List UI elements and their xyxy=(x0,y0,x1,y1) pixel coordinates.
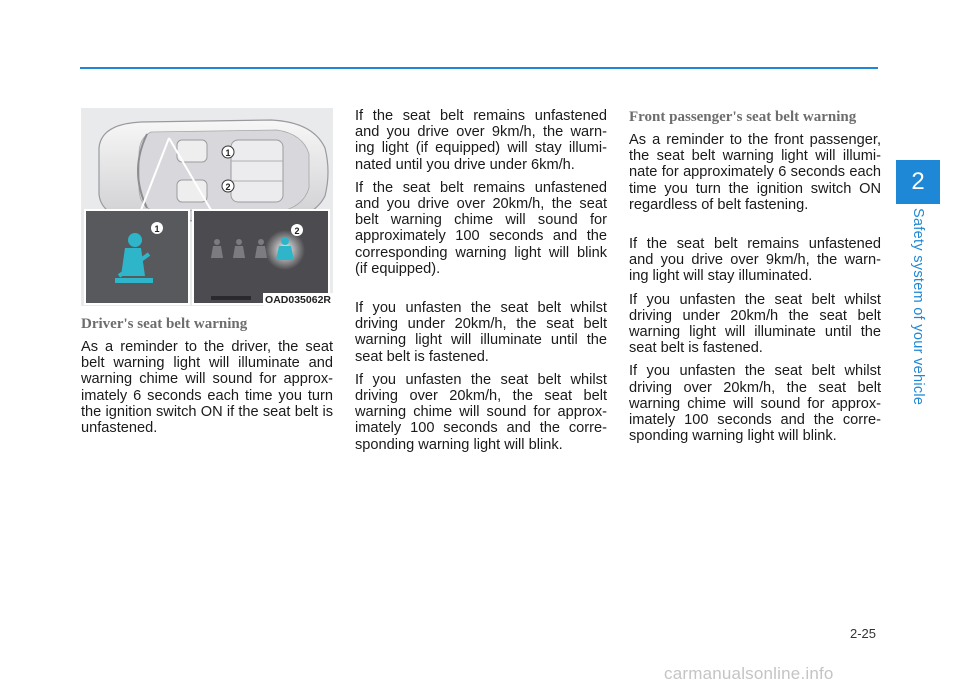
paragraph: If the seat belt remains unfastened and you drive over 9km/h, the warn- ing light (if equipped) will stay illumi- nated until you drive under 6km/h. xyxy=(355,108,607,173)
paragraph: If you unfasten the seat belt whilst driving under 20km/h, the seat belt warning light will illuminate until the seat belt is fastened. xyxy=(355,300,607,365)
callout-1-inset: 1 xyxy=(154,224,160,234)
column-3 xyxy=(629,108,881,451)
column-1 xyxy=(81,108,333,443)
paragraph: As a reminder to the front passenger, the seat belt warning light will illumi- nate for approximately 6 seconds each time you turn the ignition switch ON regardless of belt fastening. xyxy=(629,132,881,213)
callout-2-car: 2 xyxy=(225,182,231,192)
seat-belt-figure xyxy=(81,108,333,306)
paragraph: As a reminder to the driver, the seat belt warning light will illuminate and warning chime will sound for approx- imately 6 seconds each time you turn the ignition switch ON if the seat belt is unfastened. xyxy=(81,339,333,437)
watermark: carmanualsonline.info xyxy=(664,664,834,683)
callout-2-inset: 2 xyxy=(294,226,300,236)
paragraph: If the seat belt remains unfastened and you drive over 20km/h, the seat belt warning chime will sound for approximately 100 seconds and the corresponding warning light will blink (if equipped). xyxy=(355,179,607,277)
callout-1-car: 1 xyxy=(225,148,231,158)
header-rule xyxy=(80,67,878,69)
car-illustration xyxy=(81,108,333,306)
chapter-tab: 2 xyxy=(896,160,940,204)
chapter-title-text: Safety system of your vehicle xyxy=(910,208,926,406)
paragraph: If you unfasten the seat belt whilst driving over 20km/h, the seat belt warning chime will sound for approx- imately 100 seconds and the corre- sponding warning light will blink. xyxy=(355,371,607,453)
column-2 xyxy=(355,108,607,460)
driver-warning-heading: Driver's seat belt warning xyxy=(81,316,248,332)
figure-code: OAD035062R xyxy=(265,294,331,306)
paragraph: If you unfasten the seat belt whilst driving under 20km/h the seat belt warning light will illuminate until the seat belt is fastened. xyxy=(629,291,881,357)
page-number: 2-25 xyxy=(849,626,876,641)
passenger-warning-heading: Front passenger's seat belt warning xyxy=(629,109,857,125)
paragraph: If you unfasten the seat belt whilst driving over 20km/h, the seat belt warning chime will sound for approx- imately 100 seconds and the corre- sponding warning light will blink. xyxy=(629,363,881,445)
paragraph: If the seat belt remains unfastened and you drive over 9km/h, the warn- ing light will stay illuminated. xyxy=(629,236,881,285)
rear-seat-icons xyxy=(211,239,267,258)
